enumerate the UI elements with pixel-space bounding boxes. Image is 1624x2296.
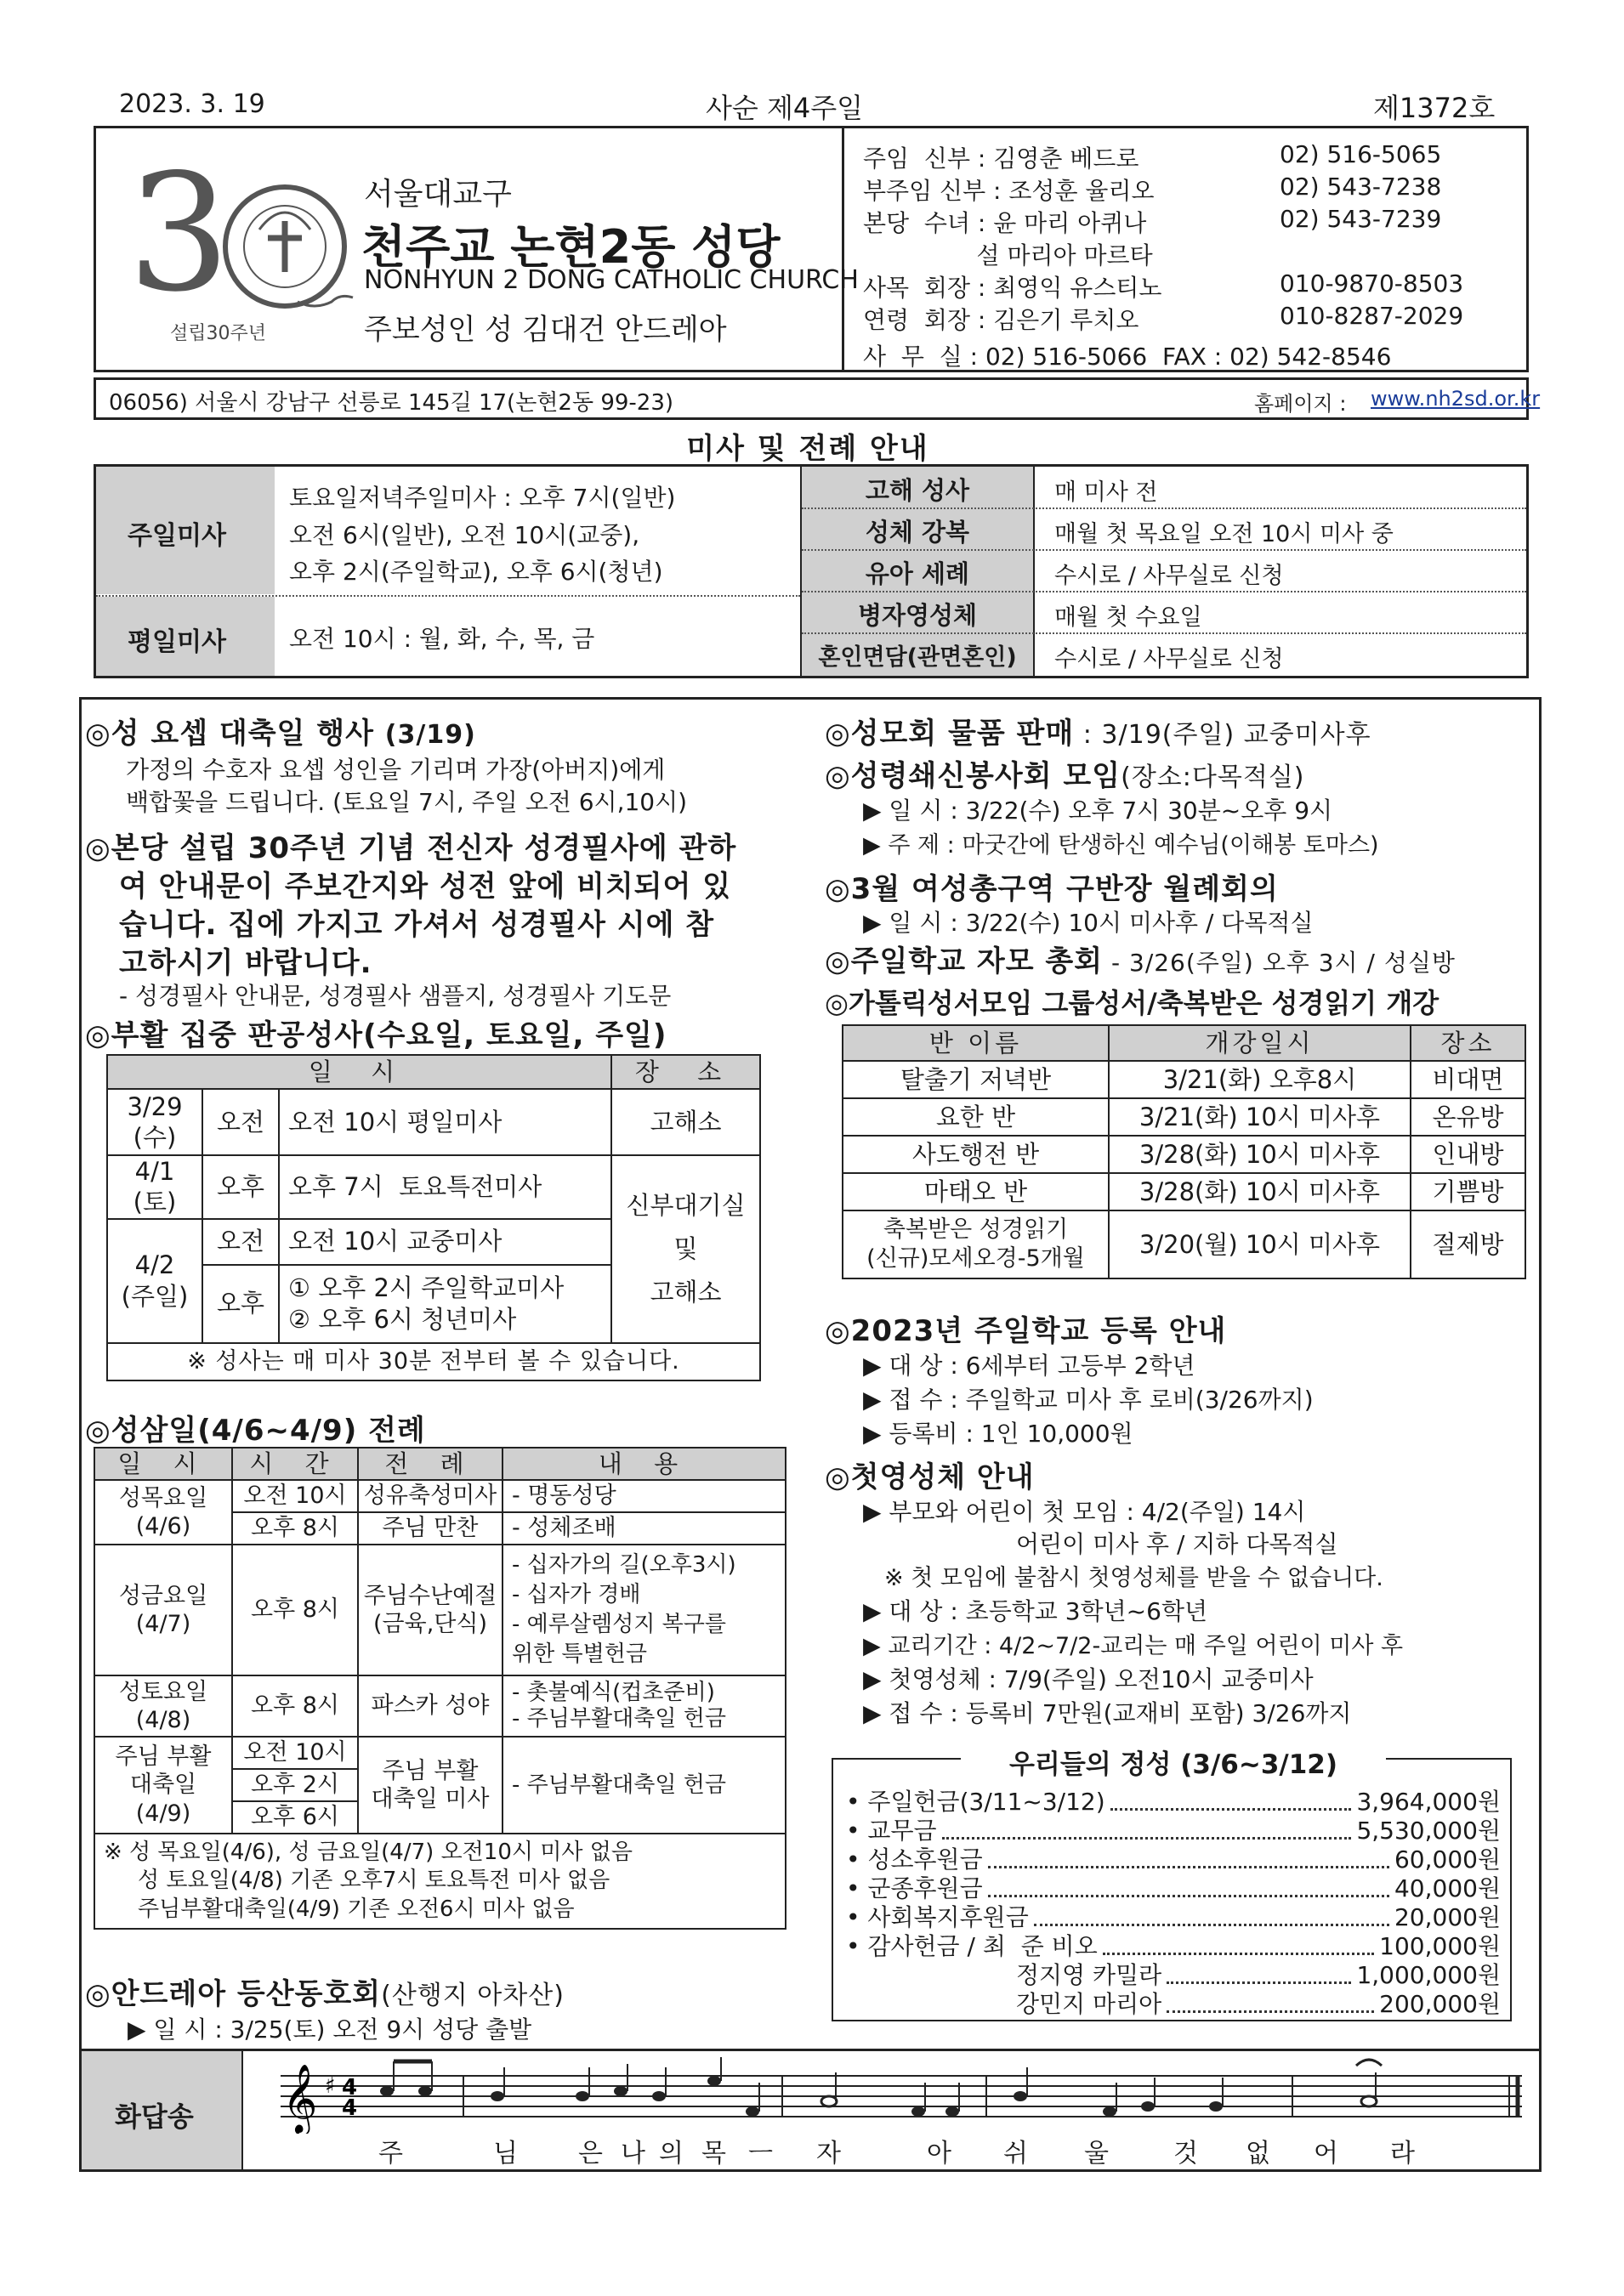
triduum-time: 오후 8시 [232,1512,358,1545]
staff-phone: 02) 543-7238 [1280,173,1442,201]
logo-three: 3 [128,162,230,315]
bible-class: 요한 반 [843,1098,1109,1136]
sunday-school-title: ◎2023년 주일학교 등록 안내 [825,1314,1227,1348]
lyric-syllable: ㅡ [748,2139,773,2168]
confession-title: ◎부활 집중 판공성사(수요일, 토요일, 주일) [85,1018,667,1052]
joseph-feast-line: 가정의 수호자 요셉 성인을 기리며 가장(아버지)에게 [126,756,666,784]
confession-period: 오전 [202,1089,279,1155]
bible-class: 축복받은 성경읽기 (신규)모세오경-5개월 [843,1210,1109,1278]
sunday-school-line: ▶ 접 수 : 주일학교 미사 후 로비(3/26까지) [863,1386,1314,1414]
first-communion-line: ▶ 접 수 : 등록비 7만원(교재비 포함) 3/26까지 [863,1699,1352,1727]
sunday-mass-line: 오전 6시(일반), 오전 10시(교중), [289,521,640,549]
address: 06056) 서울시 강남구 선릉로 145길 17(논현2동 99-23) [109,390,674,416]
lyric-syllable: 은 [578,2139,603,2168]
confession-event: 오후 7시 토요특전미사 [279,1155,611,1219]
lyric-syllable: 자 [816,2139,841,2168]
anniversary-line: 고하시기 바랍니다. [119,946,372,980]
staff-role: 부주임 신부 : 조성훈 율리오 [863,177,1155,205]
joseph-feast-date: (3/19) [384,720,476,750]
anniversary-note: - 성경필사 안내문, 성경필사 샘플지, 성경필사 기도문 [119,982,672,1010]
bible-class: 사도행전 반 [843,1136,1109,1173]
offering-label: • 교무금 [846,1817,937,1845]
staff-role: 주임 신부 : 김영춘 베드로 [863,145,1139,173]
sacrament-value: 수시로 / 사무실로 신청 [1054,646,1284,672]
sale-notice [825,710,1371,751]
sunday-school-line: ▶ 등록비 : 1인 10,000원 [863,1420,1133,1448]
lyric-syllable: 울 [1084,2139,1109,2168]
offering-amount: 100,000원 [1379,1932,1501,1960]
sacrament-label: 성체 강복 [865,518,970,547]
offering-label: • 감사헌금 / 최 준 비오 [846,1932,1098,1960]
staff-role: 연령 회장 : 김은기 루치오 [863,306,1139,334]
confession-date: 4/2 (주일) [107,1219,202,1343]
triduum-liturgy: 성유축성미사 [358,1480,503,1512]
lyric-syllable: 의 [659,2139,684,2168]
bible-study-title: ◎가톨릭성서모임 그룹성서/축복받은 성경읽기 개강 [825,987,1439,1019]
bible-head: 반 이름 [843,1025,1109,1061]
sacrament-label: 유아 세례 [865,559,970,588]
parents-meeting-title: ◎주일학교 자모 총회 [825,944,1104,978]
anniversary-line: ◎본당 설립 30주년 기념 전신자 성경필사에 관하 [85,831,737,865]
lyric-syllable: 없 [1246,2139,1270,2168]
triduum-liturgy: 주님수난예절 (금육,단식) [358,1545,503,1675]
sunday-school-line: ▶ 대 상 : 6세부터 고등부 2학년 [863,1352,1195,1380]
church-name-en: NONHYUN 2 DONG CATHOLIC CHURCH [364,265,859,295]
triduum-content: - 십자가의 길(오후3시) - 십자가 경배 - 예루살렘성지 복구를 위한 특별헌금 [503,1545,786,1675]
cross-icon [268,221,302,272]
triduum-liturgy: 파스카 성야 [358,1675,503,1737]
confession-event-line: ② 오후 6시 청년미사 [288,1304,517,1334]
lyric-syllable: 목 [701,2139,726,2168]
confession-table [106,1054,761,1381]
hiking-club-title [85,1970,565,2012]
sunday-mass-line: 토요일저녁주일미사 : 오후 7시(일반) [289,484,676,512]
logo-caption: 설립30주년 [170,323,267,344]
sacrament-value: 매 미사 전 [1054,479,1158,506]
issue-number: 제1372호 [1373,92,1496,124]
psalm-score [272,2057,1530,2134]
triduum-content: - 촛불예식(컵초준비) - 주님부활대축일 헌금 [503,1675,786,1737]
staff-role: 본당 수녀 : 윤 마리 아퀴나 [863,209,1147,237]
bible-room: 비대면 [1411,1061,1525,1098]
spirit-group-title [825,752,1305,794]
triduum-liturgy: 주님 만찬 [358,1512,503,1545]
sacrament-value: 매월 첫 수요일 [1054,604,1202,631]
sacrament-col-divider [1033,467,1035,676]
sacrament-value: 수시로 / 사무실로 신청 [1054,563,1284,589]
sacrament-label: 병자영성체 [857,601,978,630]
confession-date: 4/1 (토) [107,1155,202,1219]
time-signature: 4 [342,2095,358,2121]
triduum-content: - 주님부활대축일 헌금 [503,1737,786,1834]
holy-triduum-title: ◎성삼일(4/6~4/9) 전례 [85,1414,426,1448]
triduum-note: 성 토요일(4/8) 기존 오후7시 토요특전 미사 없음 [138,1868,610,1894]
hiking-club-destination: (산행지 아차산) [381,1981,565,2010]
bible-start: 3/28(화) 10시 미사후 [1109,1136,1411,1173]
sacrament-label: 혼인면담(관면혼인) [818,644,1017,671]
confession-date: 3/29 (수) [107,1089,202,1155]
triduum-content: - 성체조배 [503,1512,786,1545]
triduum-time: 오후 6시 [232,1801,358,1834]
spirit-group-line: ▶ 일 시 : 3/22(수) 오후 7시 30분~오후 9시 [863,797,1333,825]
archdiocese: 서울대교구 [364,177,512,212]
confession-period: 오전 [202,1219,279,1265]
offering-amount: 200,000원 [1379,1990,1501,2018]
offering-label: • 성소후원금 [846,1845,983,1874]
women-meeting-title: ◎3월 여성총구역 구반장 월례회의 [825,872,1279,906]
bible-room: 온유방 [1411,1098,1525,1136]
triduum-time: 오전 10시 [232,1737,358,1769]
row-line [802,549,1526,551]
sacrament-value: 매월 첫 목요일 오전 10시 미사 중 [1054,521,1394,547]
lyric-syllable: 쉬 [1003,2139,1028,2168]
staff-role: 사목 회장 : 최영익 유스티노 [863,274,1162,302]
bible-start: 3/20(월) 10시 미사후 [1109,1210,1411,1278]
bible-head: 개강일시 [1109,1025,1411,1061]
row-line [802,632,1526,634]
fermata-icon [1356,2060,1382,2066]
holy-triduum-table [94,1447,786,1930]
bible-class: 탈출기 저녁반 [843,1061,1109,1098]
office-contact: 사 무 실 : 02) 516-5066 FAX : 02) 542-8546 [863,343,1392,371]
triduum-content: - 명동성당 [503,1480,786,1512]
lyric-syllable: 아 [927,2139,951,2168]
homepage-label: 홈페이지 : [1254,392,1347,416]
triduum-day: 주님 부활 대축일 (4/9) [94,1737,232,1834]
lyric-syllable: 주 [378,2139,403,2168]
hiking-club-schedule: ▶ 일 시 : 3/25(토) 오전 9시 성당 출발 [128,2015,532,2044]
church-name: 천주교 논현2동 성당 [361,220,781,274]
first-communion-line: ▶ 첫영성체 : 7/9(주일) 오전10시 교중미사 [863,1665,1314,1693]
triduum-time: 오전 10시 [232,1480,358,1512]
homepage-link[interactable]: www.nh2sd.or.kr [1371,387,1541,411]
confession-note: ※ 성사는 매 미사 30분 전부터 볼 수 있습니다. [107,1343,760,1380]
bible-room: 인내방 [1411,1136,1525,1173]
first-communion-line: ▶ 교리기간 : 4/2~7/2-교리는 매 주일 어린이 미사 후 [863,1633,1404,1659]
sunday-mass-label: 주일미사 [128,521,226,551]
joseph-feast-line: 백합꽃을 드립니다. (토요일 7시, 주일 오전 6시,10시) [126,788,688,816]
offering-label: • 사회복지후원금 [846,1903,1029,1931]
sale-title: ◎성모회 물품 판매 [825,717,1075,751]
bible-room: 절제방 [1411,1210,1525,1278]
hiking-club-name: ◎안드레아 등산동호회 [85,1977,382,2011]
lyric-syllable: 어 [1314,2139,1338,2168]
liturgical-season: 사순 제4주일 [706,92,864,124]
anniversary-line: 여 안내문이 주보간지와 성전 앞에 비치되어 있 [119,870,732,904]
anniversary-line: 습니다. 집에 가지고 가셔서 성경필사 시에 참 [119,908,715,942]
treble-clef-icon: 𝄞 [282,2063,318,2133]
psalm-label: 화답송 [115,2100,194,2133]
confession-place: 신부대기실 및 고해소 [611,1155,760,1343]
lyric-syllable: 것 [1173,2139,1198,2168]
first-communion-line: ▶ 대 상 : 초등학교 3학년~6학년 [863,1597,1208,1625]
bible-start: 3/28(화) 10시 미사후 [1109,1173,1411,1210]
offering-label: 강민지 마리아 [1016,1990,1162,2018]
offerings-title: 우리들의 정성 (3/6~3/12) [961,1743,1386,1781]
joseph-feast-title [85,710,476,751]
row-line [802,507,1526,509]
triduum-head: 일 시 [94,1448,232,1480]
lyric-syllable: 나 [621,2139,645,2168]
time-signature: 4 [342,2075,358,2100]
staff-phone: 010-9870-8503 [1280,269,1464,298]
confession-event [279,1265,611,1343]
first-communion-line: 어린이 미사 후 / 지하 다목적실 [1016,1530,1338,1558]
bible-study-table [842,1024,1526,1279]
mass-row-divider [96,595,800,597]
sale-detail: : 3/19(주일) 교중미사후 [1074,720,1371,750]
triduum-day: 성토요일 (4/8) [94,1675,232,1737]
offering-amount: 5,530,000원 [1356,1817,1501,1845]
spirit-group-place: (장소:다목적실) [1121,762,1305,792]
triduum-head: 전 례 [358,1448,503,1480]
staff-lines [281,2076,1522,2117]
offering-label: 정지영 카밀라 [1016,1961,1162,1989]
confession-event: 오전 10시 평일미사 [279,1089,611,1155]
offering-row [1016,1986,1501,2020]
parents-meeting [825,938,1456,979]
sharp-icon: ♯ [325,2073,336,2099]
joseph-feast-name: ◎성 요셉 대축일 행사 [85,717,374,751]
church-logo [128,162,357,315]
confession-place: 고해소 [611,1089,760,1155]
weekday-mass-label: 평일미사 [128,627,226,657]
confession-period: 오후 [202,1155,279,1219]
offering-amount: 40,000원 [1394,1874,1501,1902]
confession-head-time: 일 시 [107,1055,611,1089]
triduum-notes [94,1834,786,1929]
triduum-head: 시 간 [232,1448,358,1480]
triduum-time: 오후 8시 [232,1675,358,1737]
bible-head: 장소 [1411,1025,1525,1061]
offering-amount: 3,964,000원 [1356,1788,1501,1816]
mass-section-title: 미사 및 전례 안내 [686,432,929,466]
bible-start: 3/21(화) 10시 미사후 [1109,1098,1411,1136]
offering-amount: 60,000원 [1394,1845,1501,1874]
triduum-time: 오후 2시 [232,1769,358,1801]
offering-amount: 1,000,000원 [1356,1961,1501,1989]
triduum-day: 성목요일 (4/6) [94,1480,232,1545]
bible-class: 마태오 반 [843,1173,1109,1210]
note-stems [394,2057,1376,2112]
confession-event: 오전 10시 교중미사 [279,1219,611,1265]
lyric-syllable: 님 [493,2139,518,2168]
psalm-lyrics [366,2132,1539,2166]
confession-head-place: 장 소 [611,1055,760,1089]
row-line [802,591,1526,592]
first-communion-line: ※ 첫 모임에 불참시 첫영성체를 받을 수 없습니다. [884,1565,1383,1591]
lyric-syllable: 라 [1390,2139,1415,2168]
confession-event-line: ① 오후 2시 주일학교미사 [288,1273,565,1303]
weekday-mass-text: 오전 10시 : 월, 화, 수, 목, 금 [289,625,595,653]
first-communion-title: ◎첫영성체 안내 [825,1460,1035,1494]
triduum-note: 주님부활대축일(4/9) 기존 오전6시 미사 없음 [138,1896,575,1923]
bible-room: 기쁨방 [1411,1173,1525,1210]
offering-amount: 20,000원 [1394,1903,1501,1931]
parents-meeting-detail: - 3/26(주일) 오후 3시 / 성실방 [1103,949,1456,977]
staff-phone: 010-8287-2029 [1280,302,1464,330]
women-meeting-line: ▶ 일 시 : 3/22(수) 10시 미사후 / 다목적실 [863,909,1314,937]
staff-phone: 02) 516-5065 [1280,140,1442,168]
first-communion-line: ▶ 부모와 어린이 첫 모임 : 4/2(주일) 14시 [863,1498,1306,1526]
staff-role: 설 마리아 마르타 [863,241,1153,269]
triduum-note: ※ 성 목요일(4/6), 성 금요일(4/7) 오전10시 미사 없음 [104,1839,633,1865]
header-divider [842,126,844,372]
patron-saint: 주보성인 성 김대건 안드레아 [364,313,727,347]
sunday-mass-line: 오후 2시(주일학교), 오후 6시(청년) [289,558,663,586]
sacrament-label: 고해 성사 [865,476,970,505]
triduum-head: 내 용 [503,1448,786,1480]
spirit-group-line: ▶ 주 제 : 마굿간에 탄생하신 예수님(이해봉 토마스) [863,832,1379,859]
spirit-group-name: ◎성령쇄신봉사회 모임 [825,759,1121,793]
offering-label: • 주일헌금(3/11~3/12) [846,1788,1105,1816]
triduum-time: 오후 8시 [232,1545,358,1675]
staff-phone: 02) 543-7239 [1280,205,1442,233]
bible-start: 3/21(화) 오후8시 [1109,1061,1411,1098]
bulletin-date: 2023. 3. 19 [119,89,265,119]
triduum-liturgy: 주님 부활 대축일 미사 [358,1737,503,1834]
triduum-day: 성금요일 (4/7) [94,1545,232,1675]
confession-period: 오후 [202,1265,279,1343]
offering-label: • 군종후원금 [846,1874,983,1902]
